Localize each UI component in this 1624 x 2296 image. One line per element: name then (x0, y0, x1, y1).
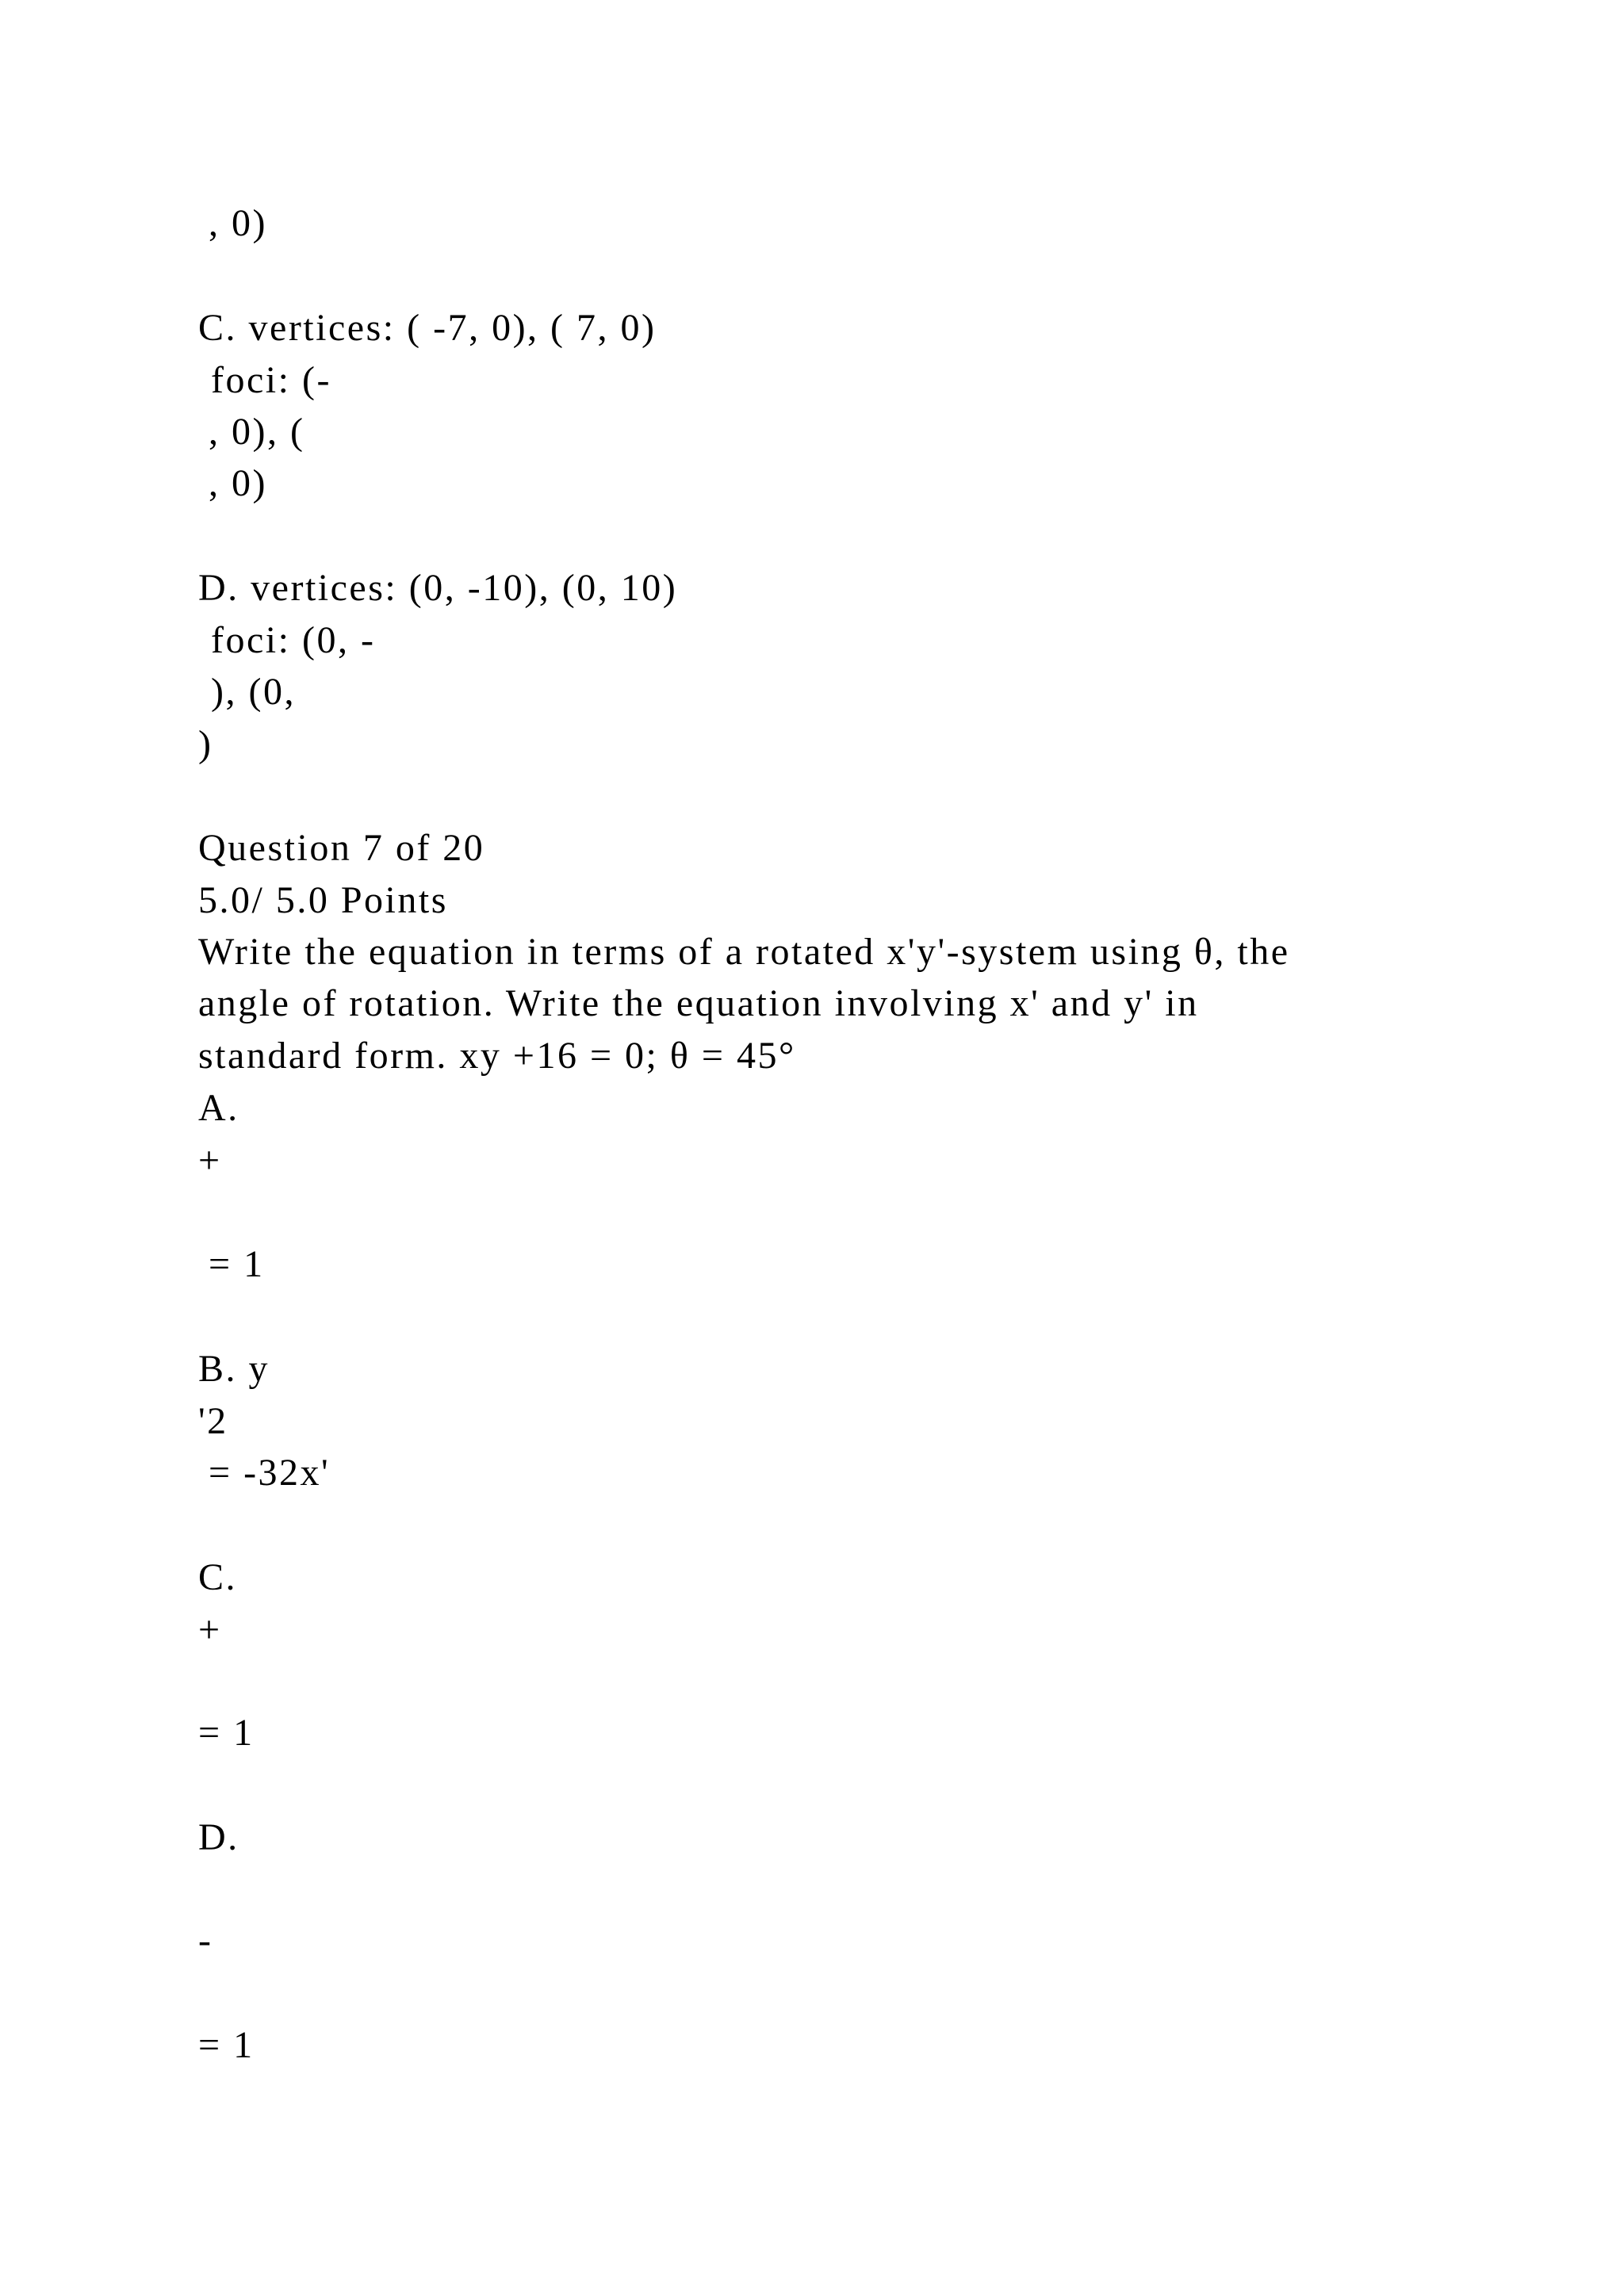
prev-option-d-foci-line-1: foci: (0, - (211, 619, 376, 661)
prev-option-c-foci-line-1: foci: (- (211, 359, 331, 401)
question-prompt-line-1: Write the equation in terms of a rotated x'y'-system using θ, the (198, 931, 1290, 973)
option-d-letter: D. (198, 1816, 239, 1858)
prev-option-c-foci-line-3: , 0) (209, 462, 267, 504)
question-prompt-line-2: angle of rotation. Write the equation involving x' and y' in (198, 982, 1199, 1024)
option-c-letter: C. (198, 1556, 238, 1598)
option-b-letter: B. y (198, 1348, 270, 1390)
option-c-rhs: = 1 (198, 1712, 255, 1754)
option-b-exponent: '2 (198, 1400, 228, 1442)
prev-option-d-vertices: D. vertices: (0, -10), (0, 10) (198, 567, 678, 609)
option-a-letter: A. (198, 1087, 239, 1129)
prev-option-c-foci-line-2: , 0), ( (209, 411, 305, 453)
option-d-operator: - (198, 1919, 213, 1961)
prev-option-d-foci-line-2: ), (0, (211, 671, 296, 713)
option-a-rhs: = 1 (209, 1243, 265, 1285)
option-b-rhs: = -32x' (209, 1452, 331, 1494)
question-header: Question 7 of 20 (198, 827, 485, 869)
question-points: 5.0/ 5.0 Points (198, 879, 448, 921)
option-a-operator: + (198, 1139, 222, 1181)
option-d-rhs: = 1 (198, 2024, 255, 2066)
prev-option-d-foci-line-3: ) (198, 723, 213, 765)
prev-option-c-vertices: C. vertices: ( -7, 0), ( 7, 0) (198, 307, 657, 349)
prev-option-b-tail: , 0) (209, 202, 267, 244)
question-prompt-line-3: standard form. xy +16 = 0; θ = 45° (198, 1035, 796, 1077)
option-c-operator: + (198, 1609, 222, 1651)
